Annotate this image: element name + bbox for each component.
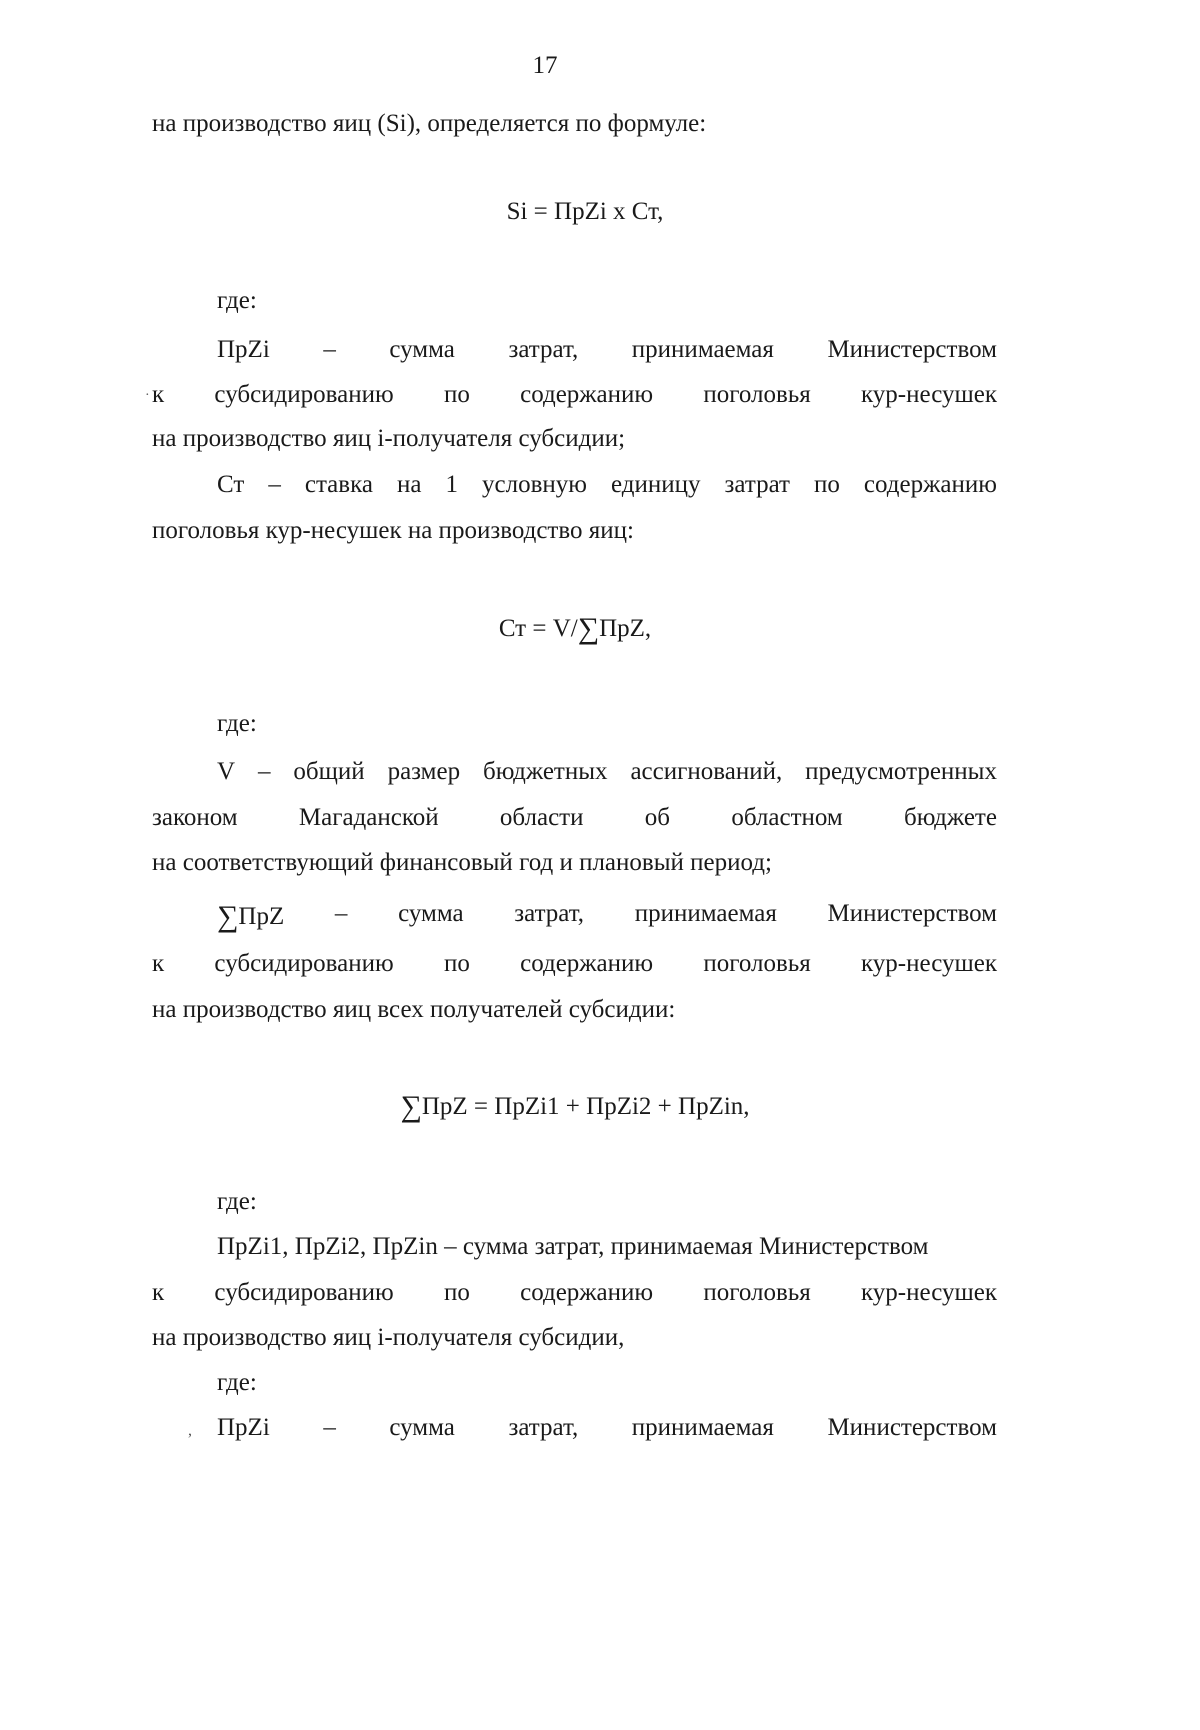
word: ПрZi bbox=[217, 336, 270, 363]
word: общий bbox=[293, 758, 365, 785]
word: субсидированию bbox=[214, 381, 394, 408]
word: бюджете bbox=[904, 804, 997, 831]
word: принимаемая bbox=[631, 1414, 774, 1441]
justified-line bbox=[152, 381, 997, 409]
word: областном bbox=[731, 804, 843, 831]
word: кур-несушек bbox=[861, 950, 997, 977]
justified-line bbox=[217, 1414, 997, 1442]
word: поголовья bbox=[703, 1279, 811, 1306]
word: содержанию bbox=[520, 950, 654, 977]
justified-line bbox=[152, 804, 997, 832]
text-line: ПрZi1, ПрZi2, ПрZin – сумма затрат, принимаемая Министерством bbox=[217, 1233, 929, 1260]
word: на bbox=[396, 471, 422, 498]
word: сумма bbox=[398, 900, 464, 927]
text-line: на производство яиц i-получателя субсидии, bbox=[152, 1324, 625, 1351]
word: затрат, bbox=[508, 336, 579, 363]
word: Ст bbox=[217, 471, 245, 498]
word: Министерством bbox=[827, 1414, 997, 1441]
word: – bbox=[323, 336, 336, 363]
word: – bbox=[323, 1414, 336, 1441]
word: по bbox=[443, 381, 470, 408]
word: по bbox=[443, 1279, 470, 1306]
justified-line bbox=[152, 1279, 997, 1307]
formula-sum bbox=[30, 1090, 1120, 1121]
word: Магаданской bbox=[298, 804, 439, 831]
word: ПрZi bbox=[217, 1414, 270, 1441]
word: кур-несушек bbox=[861, 381, 997, 408]
justified-line bbox=[152, 950, 997, 978]
word: принимаемая bbox=[634, 900, 777, 927]
word: единицу bbox=[610, 471, 701, 498]
formula-st bbox=[30, 612, 1120, 643]
text-line: на производство яиц i-получателя субсидии; bbox=[152, 425, 626, 452]
word: затрат, bbox=[508, 1414, 579, 1441]
justified-line bbox=[217, 471, 997, 499]
word: ассигнований, bbox=[630, 758, 783, 785]
justified-line bbox=[217, 900, 997, 931]
word: содержанию bbox=[520, 1279, 654, 1306]
page-number: 17 bbox=[532, 52, 558, 79]
text-line-where: где: bbox=[217, 287, 257, 314]
scan-mark: · bbox=[145, 388, 150, 403]
formula-part: ПрZ = ПрZi1 + ПрZi2 + ПрZin, bbox=[421, 1093, 750, 1120]
word: 1 bbox=[445, 471, 458, 498]
word: затрат, bbox=[514, 900, 585, 927]
word: по bbox=[814, 471, 840, 498]
sigma-symbol: ∑ bbox=[217, 900, 239, 933]
word: размер bbox=[387, 758, 461, 785]
text-line: на производство яиц всех получателей субсидии: bbox=[152, 996, 676, 1023]
word: законом bbox=[152, 804, 238, 831]
word: Министерством bbox=[827, 900, 997, 927]
word: принимаемая bbox=[631, 336, 774, 363]
word: области bbox=[499, 804, 584, 831]
word: бюджетных bbox=[483, 758, 608, 785]
word: содержанию bbox=[863, 471, 997, 498]
word: сумма bbox=[389, 336, 455, 363]
justified-line bbox=[217, 758, 997, 786]
formula-si: Si = ПрZi х Ст, bbox=[506, 198, 664, 225]
formula-part: ПрZ, bbox=[599, 615, 652, 642]
word: условную bbox=[482, 471, 587, 498]
text-line-where: где: bbox=[217, 1369, 257, 1396]
text-line-where: где: bbox=[217, 710, 257, 737]
word: – bbox=[257, 758, 271, 785]
justified-line bbox=[217, 336, 997, 364]
word: ПрZ bbox=[238, 903, 285, 930]
word: по bbox=[443, 950, 470, 977]
text-line: поголовья кур-несушек на производство яиц: bbox=[152, 517, 634, 544]
word: к bbox=[152, 381, 165, 408]
word: – bbox=[268, 471, 281, 498]
word: кур-несушек bbox=[861, 1279, 997, 1306]
sigma-symbol: ∑ bbox=[577, 612, 600, 645]
word: субсидированию bbox=[214, 950, 394, 977]
word bbox=[217, 900, 284, 931]
sigma-symbol: ∑ bbox=[400, 1090, 422, 1123]
word: к bbox=[152, 950, 165, 977]
text-line: на соответствующий финансовый год и плановый период; bbox=[152, 849, 772, 876]
word: V bbox=[217, 758, 236, 785]
formula-part: Ст = V/ bbox=[498, 615, 578, 642]
word: сумма bbox=[389, 1414, 455, 1441]
word: содержанию bbox=[520, 381, 654, 408]
word: поголовья bbox=[703, 950, 811, 977]
word: ставка bbox=[304, 471, 373, 498]
word: к bbox=[152, 1279, 165, 1306]
word: субсидированию bbox=[214, 1279, 394, 1306]
scan-mark: , bbox=[188, 1422, 192, 1439]
word: затрат bbox=[724, 471, 790, 498]
text-line: на производство яиц (Si), определяется по формуле: bbox=[152, 110, 707, 137]
word: поголовья bbox=[703, 381, 811, 408]
word: предусмотренных bbox=[805, 758, 997, 785]
word: об bbox=[644, 804, 671, 831]
text-line-where: где: bbox=[217, 1188, 257, 1215]
word: – bbox=[334, 900, 348, 927]
word: Министерством bbox=[827, 336, 997, 363]
